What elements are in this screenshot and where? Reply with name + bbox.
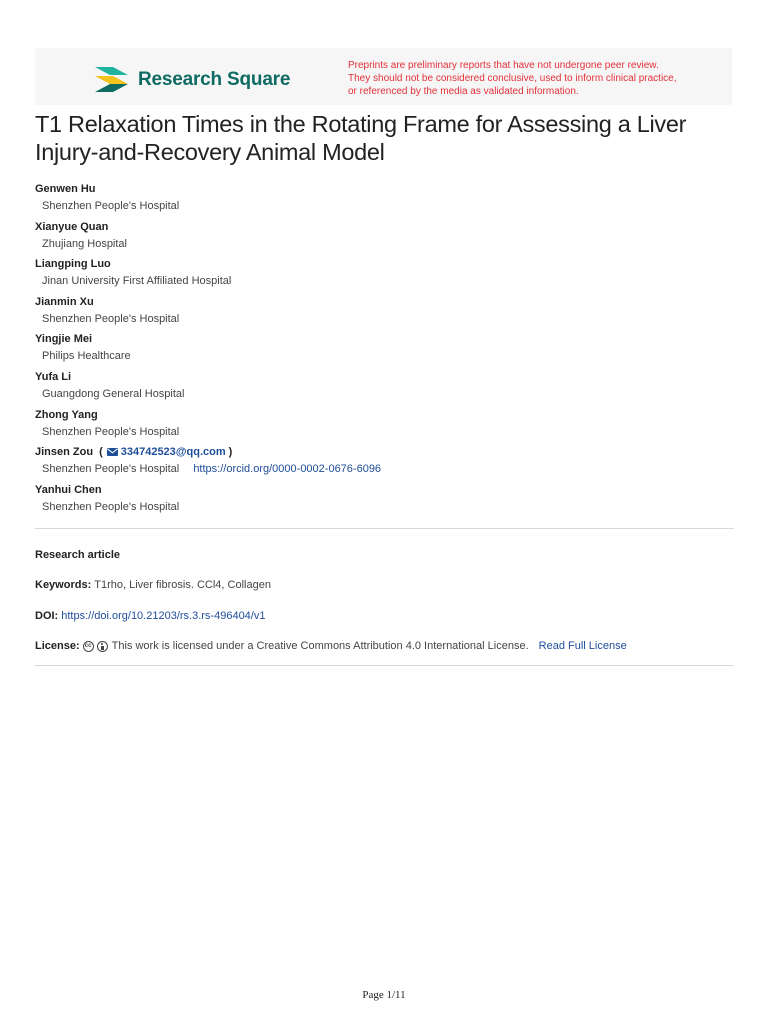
author-affiliation-line <box>35 460 735 478</box>
author-item <box>35 407 735 445</box>
page-number: Page 1/11 <box>362 989 406 1001</box>
read-full-license-link[interactable]: Read Full License <box>538 640 627 652</box>
close-paren: ) <box>228 446 233 459</box>
author-item <box>35 256 735 294</box>
author-item <box>35 181 735 219</box>
author-affiliation: Shenzhen People's Hospital <box>42 463 180 476</box>
author-name: Xianyue Quan <box>35 220 109 233</box>
by-icon <box>97 641 108 652</box>
notice-line: They should not be considered conclusive, used to inform clinical practice, <box>348 73 677 84</box>
author-item <box>35 331 735 369</box>
doi-line <box>35 610 265 622</box>
author-name: Yingjie Mei <box>35 333 93 346</box>
open-paren: ( <box>99 446 103 459</box>
article-type <box>35 549 123 561</box>
logo-text: Research Square <box>138 69 291 90</box>
mail-icon <box>107 448 118 456</box>
author-affiliation: Zhujiang Hospital <box>42 237 127 250</box>
research-square-logo-icon <box>93 64 130 96</box>
article-type-label: Research article <box>35 549 120 561</box>
orcid-link[interactable]: https://orcid.org/0000-0002-0676-6096 <box>193 463 382 476</box>
author-item <box>35 482 735 520</box>
author-name: Liangping Luo <box>35 258 111 271</box>
notice-line: or referenced by the media as validated information. <box>348 86 579 97</box>
author-affiliation: Shenzhen People's Hospital <box>42 200 180 212</box>
notice-line: Preprints are preliminary reports that have not undergone peer review. <box>348 60 659 71</box>
divider <box>35 528 734 529</box>
paper-title: T1 Relaxation Times in the Rotating Frame for Assessing a Liver Injury-and-Recovery Animal Model <box>35 111 687 165</box>
author-affiliation: Guangdong General Hospital <box>42 387 185 400</box>
cc-icon: cc <box>83 641 94 652</box>
divider <box>35 665 734 666</box>
author-affiliation: Shenzhen People's Hospital <box>42 500 180 513</box>
email-link[interactable] <box>103 444 226 460</box>
author-affiliation: Philips Healthcare <box>42 350 131 363</box>
author-affiliation: Shenzhen People's Hospital <box>42 425 180 438</box>
keywords-line <box>35 579 271 591</box>
doi-label: DOI: <box>35 610 59 622</box>
author-item <box>35 369 735 407</box>
license-label: License: <box>35 640 80 652</box>
research-square-logo[interactable] <box>93 64 303 96</box>
author-name: Yufa Li <box>35 370 72 383</box>
author-affiliation: Jinan University First Affiliated Hospital <box>42 275 232 288</box>
author-affiliation: Shenzhen People's Hospital <box>42 312 180 325</box>
author-item <box>35 219 735 257</box>
doi-link[interactable]: https://doi.org/10.21203/rs.3.rs-496404/v1 <box>61 610 266 622</box>
license-line <box>35 640 627 652</box>
author-name: Jianmin Xu <box>35 295 94 308</box>
keywords-value: T1rho, Liver fibrosis. CCl4, Collagen <box>94 579 271 591</box>
author-name: Yanhui Chen <box>35 483 102 496</box>
author-name: Genwen Hu <box>35 183 96 195</box>
preprint-notice <box>348 59 728 98</box>
author-item <box>35 294 735 332</box>
corresponding-author-line <box>35 444 735 460</box>
author-name: Jinsen Zou <box>35 446 94 459</box>
keywords-label: Keywords: <box>35 579 92 591</box>
license-text: This work is licensed under a Creative Commons Attribution 4.0 International License. <box>111 640 529 652</box>
author-item <box>35 444 735 482</box>
author-list <box>35 181 735 519</box>
email-address: 334742523@qq.com <box>120 446 226 459</box>
author-name: Zhong Yang <box>35 408 98 421</box>
